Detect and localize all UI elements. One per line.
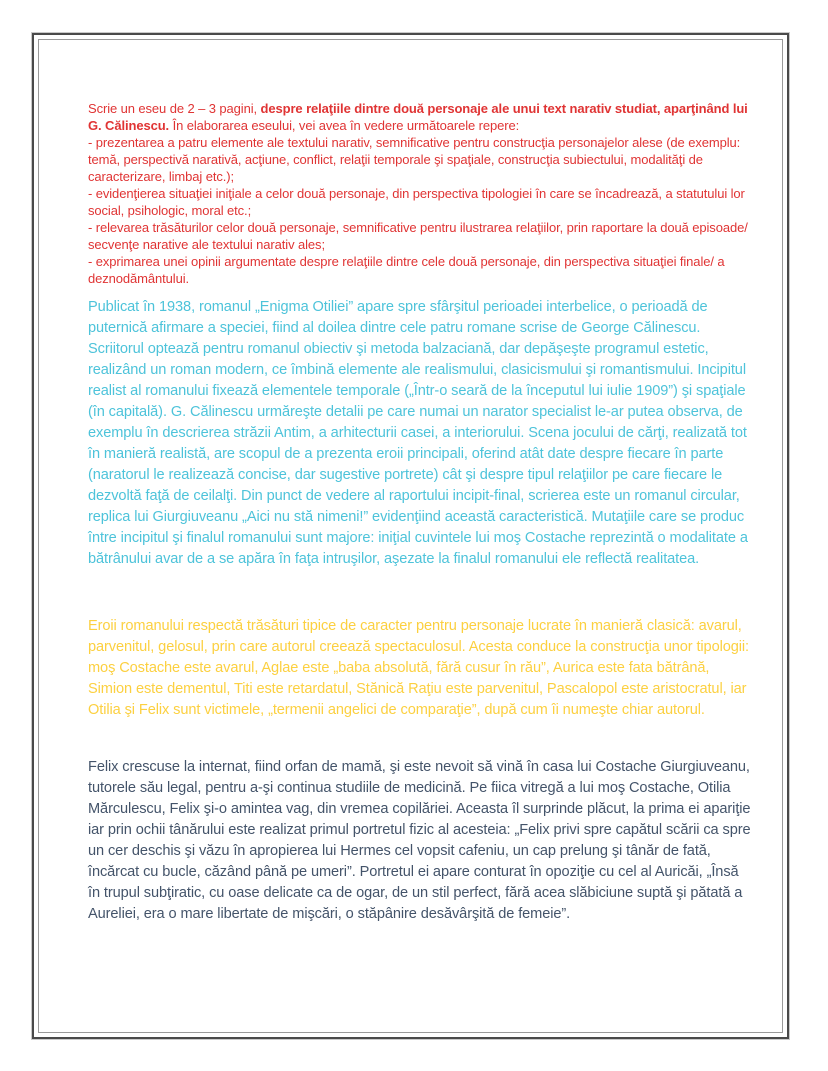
essay-prompt-block <box>88 100 754 287</box>
prompt-intro-line <box>88 100 754 134</box>
prompt-intro-post: În elaborarea eseului, vei avea în vedere următoarele repere: <box>169 118 520 133</box>
prompt-intro-bold: despre relaţiile dintre două personaje ale unui text narativ studiat, aparţinând lui G. Călinescu. <box>88 101 748 133</box>
essay-paragraph-character-typology: Eroii romanului respectă trăsături tipice de caracter pentru personaje lucrate în manieră clasică: avarul, parvenitul, gelosul, prin care autorul creează spectaculosul. Acesta conduce la construcţia unor tipologii: moş Costache este avarul, Aglae este „baba absolută, fără cusur în rău”, Aurica este fata bătrână, Simion este dementul, Titi este retardatul, Stănică Raţiu este parvenitul, Pascalopol este aristocratul, iar Otilia şi Felix sunt victimele, „termenii angelici de comparaţie”, după cum îi numeşte chiar autorul. <box>88 618 749 718</box>
prompt-intro-pre: Scrie un eseu de 2 – 3 pagini, <box>88 101 261 116</box>
essay-paragraph-novel-context: Publicat în 1938, romanul „Enigma Otiliei” apare spre sfârşitul perioadei interbelice, o perioadă de puternică afirmare a speciei, fiind al doilea dintre cele patru romane scrise de George Călinescu. Scriitorul optează pentru romanul obiectiv şi metoda balzaciană, dar depăşeşte programul estetic, realizând un roman modern, ce îmbină elemente ale realismului, clasicismului şi romantismului. Incipitul realist al romanului fixează elementele temporale („Într-o seară de la începutul lui iulie 1909”) şi spaţiale (în capitală). G. Călinescu urmăreşte detalii pe care numai un narator specialist le-ar putea observa, de exemplu în descrierea străzii Antim, a arhitecturii casei, a interiorului. Scena jocului de cărţi, realizată tot în manieră realistă, are scopul de a prezenta eroii principali, oferind atât date despre fiecare în parte (naratorul le realizează concise, dar sugestive portrete) cât şi despre tipul relaţiilor pe care fiecare le dezvoltă faţă de ceilalţi. Din punct de vedere al raportului incipit-final, scrierea este un romanul circular, replica lui Giurgiuveanu „Aici nu stă nimeni!” evidenţiind această caracteristică. Mutaţiile care se produc între incipitul şi finalul romanului sunt majore: iniţial cuvintele lui moş Costache reprezintă o modalitate a bătrânului avar de a se apăra în faţa intruşilor, aşezate la finalul romanului ele reflectă realitatea. <box>88 299 748 567</box>
prompt-bullet-elements: - prezentarea a patru elemente ale textului narativ, semnificative pentru construcţia personajelor alese (de exemplu: temă, perspectivă narativă, acţiune, conflict, relaţii temporale şi spaţiale, construcţia subiectului, modalităţi de caracterizare, limbaj etc.); <box>88 135 741 184</box>
prompt-bullet-traits: - relevarea trăsăturilor celor două personaje, semnificative pentru ilustrarea relaţiilor, prin raportare la două episoade/ secvenţe narative ale textului narativ ales; <box>88 220 748 252</box>
prompt-bullet-opinion: - exprimarea unei opinii argumentate despre relaţiile dintre cele două personaje, din perspectiva situaţiei finale/ a deznodământului. <box>88 254 725 286</box>
prompt-bullet-initial-situation: - evidenţierea situaţiei iniţiale a celor două personaje, din perspectiva tipologiei în care se încadrează, a statutului lor social, psihologic, moral etc.; <box>88 186 745 218</box>
essay-paragraph-felix-otilia: Felix crescuse la internat, fiind orfan de mamă, şi este nevoit să vină în casa lui Costache Giurgiuveanu, tutorele său legal, pentru a-şi continua studiile de medicină. Pe fiica vitregă a lui moş Costache, Otilia Mărculescu, Felix şi-o amintea vag, din vremea copilăriei. Aceasta îl surprinde plăcut, la prima ei apariţie iar prin ochii tânărului este realizat primul portretul fizic al acesteia: „Felix privi spre capătul scării ca spre un cer deschis şi văzu în apropierea lui Hermes cel vopsit cafeniu, un cap prelung şi tânăr de fată, încărcat cu bucle, căzând până pe umeri”. Portretul ei apare conturat în opoziţie cu cel al Auricăi, „Însă în trupul subţiratic, cu oase delicate ca de ogar, de un stil perfect, fără acea slăbiciune suptă şi pătată a Aureliei, era o mare libertate de mişcări, o stăpânire desăvârşită de femeie”. <box>88 759 751 922</box>
page-content <box>39 40 782 925</box>
document-page <box>38 39 783 1033</box>
